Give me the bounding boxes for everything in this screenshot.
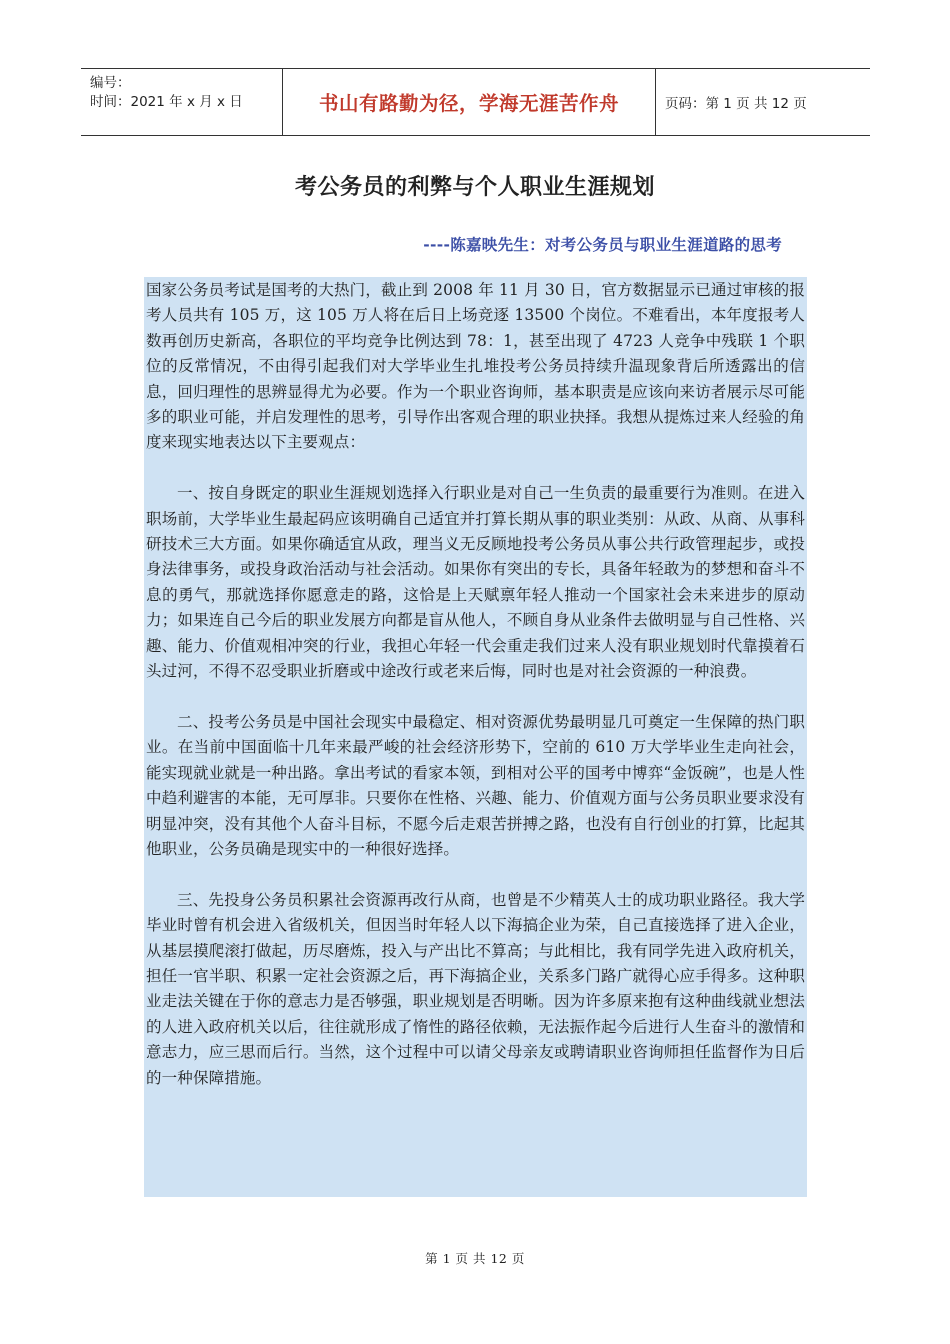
- document-subtitle: ----陈嘉映先生：对考公务员与职业生涯道路的思考: [423, 236, 782, 254]
- paragraph-spacer: [146, 456, 805, 481]
- page-footer: 第 1 页 共 12 页: [425, 1251, 525, 1266]
- header-meta-cell: [81, 69, 283, 135]
- document-date-label: 时间：2021 年 x 月 x 日: [90, 94, 243, 110]
- body-paragraph-point-3: 三、先投身公务员积累社会资源再改行从商，也曾是不少精英人士的成功职业路径。我大学毕业时曾有机会进入省级机关，但因当时年轻人以下海搞企业为荣，自己直接选择了进入企业，从基层摸爬滚打做起，历尽磨炼，投入与产出比不算高；与此相比，我有同学先进入政府机关，担任一官半职、积累一定社会资源之后，再下海搞企业，关系多门路广就得心应手得多。这种职业走法关键在于你的意志力是否够强，职业规划是否明晰。因为许多原来抱有这种曲线就业想法的人进入政府机关以后，往往就形成了惰性的路径依赖，无法振作起今后进行人生奋斗的激情和意志力，应三思而后行。当然，这个过程中可以请父母亲友或聘请职业咨询师担任监督作为日后的一种保障措施。: [146, 890, 805, 1087]
- body-paragraph-point-2: 二、投考公务员是中国社会现实中最稳定、相对资源优势最明显几可奠定一生保障的热门职业。在当前中国面临十几年来最严峻的社会经济形势下，空前的 610 万大学毕业生走向社会，能实现就业就是一种出路。拿出考试的看家本领，到相对公平的国考中博弈“金饭碗”，也是人性中趋利避害的本能，无可厚非。只要你在性格、兴趣、能力、价值观方面与公务员职业要求没有明显冲突，没有其他个人奋斗目标，不愿今后走艰苦拼搏之路，也没有自行创业的打算，比起其他职业，公务员确是现实中的一种很好选择。: [146, 712, 805, 858]
- header-table: [81, 68, 870, 136]
- document-title: 考公务员的利弊与个人职业生涯规划: [294, 175, 655, 200]
- paragraph-spacer: [146, 684, 805, 709]
- body-paragraph-intro: 国家公务员考试是国考的大热门，截止到 2008 年 11 月 30 日，官方数据显示已通过审核的报考人员共有 105 万，这 105 万人将在后日上场竞逐 13500 个岗位。不难看出，本年度报考人数再创历史新高，各职位的平均竞争比例达到 78：1，甚至出现了 4723 人竞争中残联 1 个职位的反常情况，不由得引起我们对大学毕业生扎堆投考公务员持续升温现象背后所透露出的信息，回归理性的思辨显得尤为必要。作为一个职业咨询师，基本职责是应该向来访者展示尽可能多的职业可能，并启发理性的思考，引导作出客观合理的职业抉择。我想从提炼过来人经验的角度来现实地表达以下主要观点：: [146, 281, 805, 452]
- document-body: [144, 277, 807, 1197]
- header-page-info: 页码：第 1 页 共 12 页: [665, 96, 807, 112]
- document-number-label: 编号：: [90, 75, 131, 91]
- body-paragraph-point-1: 一、按自身既定的职业生涯规划选择入行职业是对自己一生负责的最重要行为准则。在进入职场前，大学毕业生最起码应该明确自己适宜并打算长期从事的职业类别：从政、从商、从事科研技术三大方面。如果你确适宜从政，理当义无反顾地投考公务员从事公共行政管理起步，或投身法律事务，或投身政治活动与社会活动。如果你有突出的专长，具备年轻敢为的梦想和奋斗不息的勇气，那就选择你愿意走的路，这恰是上天赋禀年轻人推动一个国家社会未来进步的原动力；如果连自己今后的职业发展方向都是盲从他人，不顾自身从业条件去做明显与自己性格、兴趣、能力、价值观相冲突的行业，我担心年轻一代会重走我们过来人没有职业规划时代靠摸着石头过河，不得不忍受职业折磨或中途改行或老来后悔，同时也是对社会资源的一种浪费。: [146, 484, 805, 681]
- header-motto: 书山有路勤为径，学海无涯苦作舟: [283, 69, 656, 135]
- paragraph-spacer: [146, 862, 805, 887]
